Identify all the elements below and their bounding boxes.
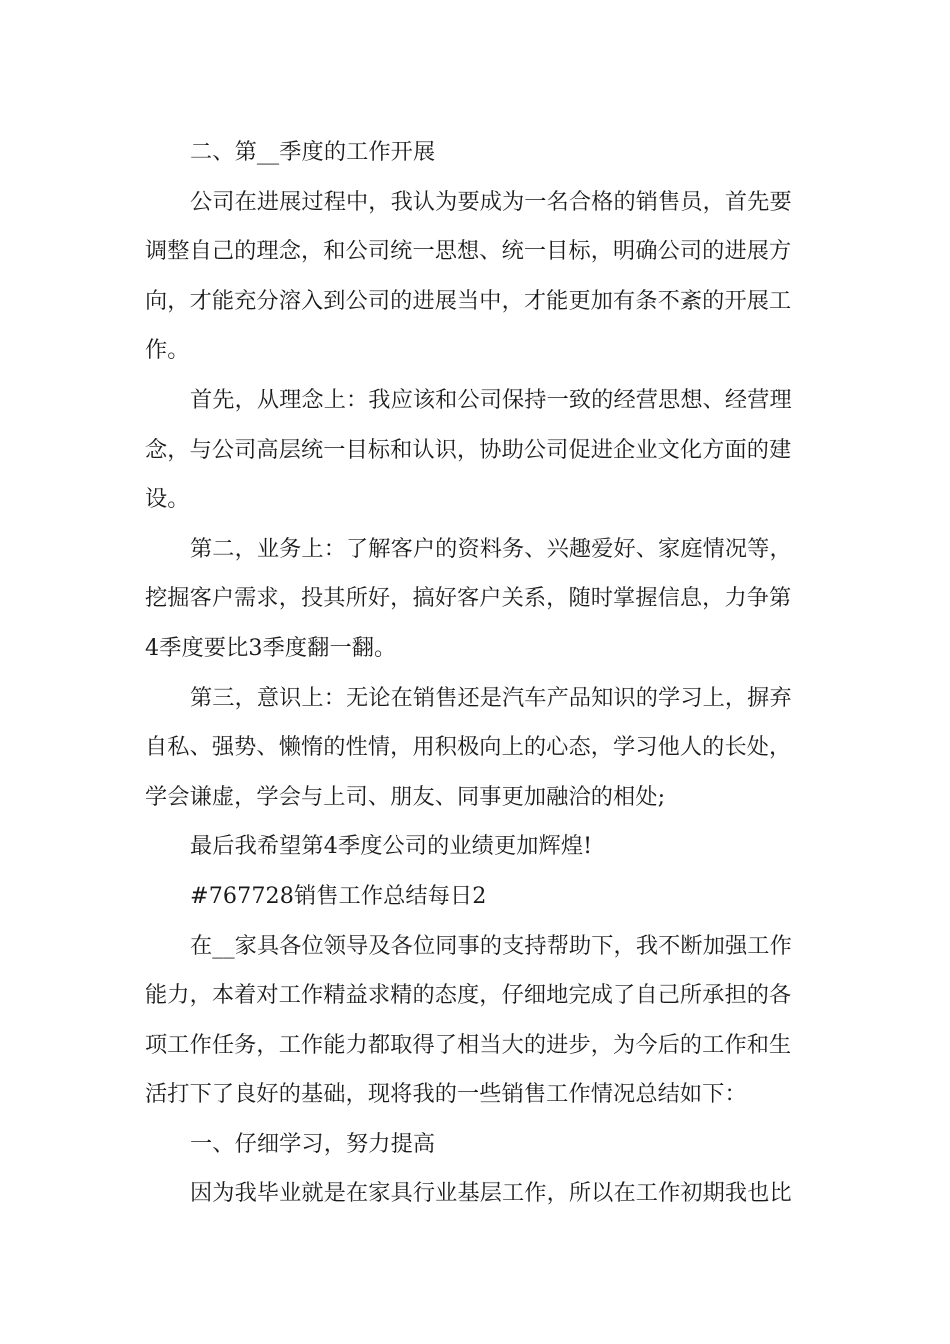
text-line: #767728销售工作总结每日2 [190, 882, 487, 909]
text-line: 自私、强势、懒惰的性情，用积极向上的心态，学习他人的长处， [145, 734, 792, 761]
text-line: 二、第__季度的工作开展 [190, 139, 436, 165]
text-line: 设。 [145, 486, 190, 513]
section-title [145, 872, 807, 922]
text-line: 学会谦虚，学会与上司、朋友、同事更加融洽的相处; [145, 783, 666, 810]
text-line: 项工作任务，工作能力都取得了相当大的进步，为今后的工作和生 [145, 1031, 792, 1058]
text-line: 因为我毕业就是在家具行业基层工作，所以在工作初期我也比 [190, 1180, 792, 1207]
text-line: 能力，本着对工作精益求精的态度，仔细地完成了自己所承担的各 [145, 982, 792, 1009]
paragraph-company-development [145, 178, 807, 376]
text-line: 挖掘客户需求，投其所好，搞好客户关系，随时掌握信息，力争第 [145, 585, 792, 612]
text-line: 最后我希望第4季度公司的业绩更加辉煌! [190, 833, 593, 860]
paragraph-business [145, 525, 807, 674]
text-line: 念，与公司高层统一目标和认识，协助公司促进企业文化方面的建 [145, 436, 792, 463]
text-line: 第二，业务上：了解客户的资料务、兴趣爱好、家庭情况等， [190, 535, 792, 562]
paragraph-heading-quarter [145, 128, 807, 178]
paragraph-graduation [145, 1169, 807, 1219]
text-line: 首先，从理念上：我应该和公司保持一致的经营思想、经营理 [190, 386, 792, 413]
text-line: 公司在进展过程中，我认为要成为一名合格的销售员，首先要 [190, 188, 792, 215]
text-line: 一、仔细学习，努力提高 [190, 1130, 436, 1157]
text-line: 调整自己的理念，和公司统一思想、统一目标，明确公司的进展方 [145, 238, 792, 265]
text-line: 第三，意识上：无论在销售还是汽车产品知识的学习上，摒弃 [190, 684, 792, 711]
document-page [145, 128, 807, 1219]
text-line: 4季度要比3季度翻一翻。 [145, 634, 397, 661]
text-line: 作。 [145, 337, 190, 364]
paragraph-concept [145, 376, 807, 525]
text-line: 活打下了良好的基础，现将我的一些销售工作情况总结如下： [145, 1081, 747, 1108]
paragraph-furniture-intro [145, 922, 807, 1120]
paragraph-heading-study [145, 1120, 807, 1170]
paragraph-hope [145, 822, 807, 872]
text-line: 在__家具各位领导及各位同事的支持帮助下，我不断加强工作 [190, 932, 792, 959]
paragraph-awareness [145, 674, 807, 823]
text-line: 向，才能充分溶入到公司的进展当中，才能更加有条不紊的开展工 [145, 287, 792, 314]
